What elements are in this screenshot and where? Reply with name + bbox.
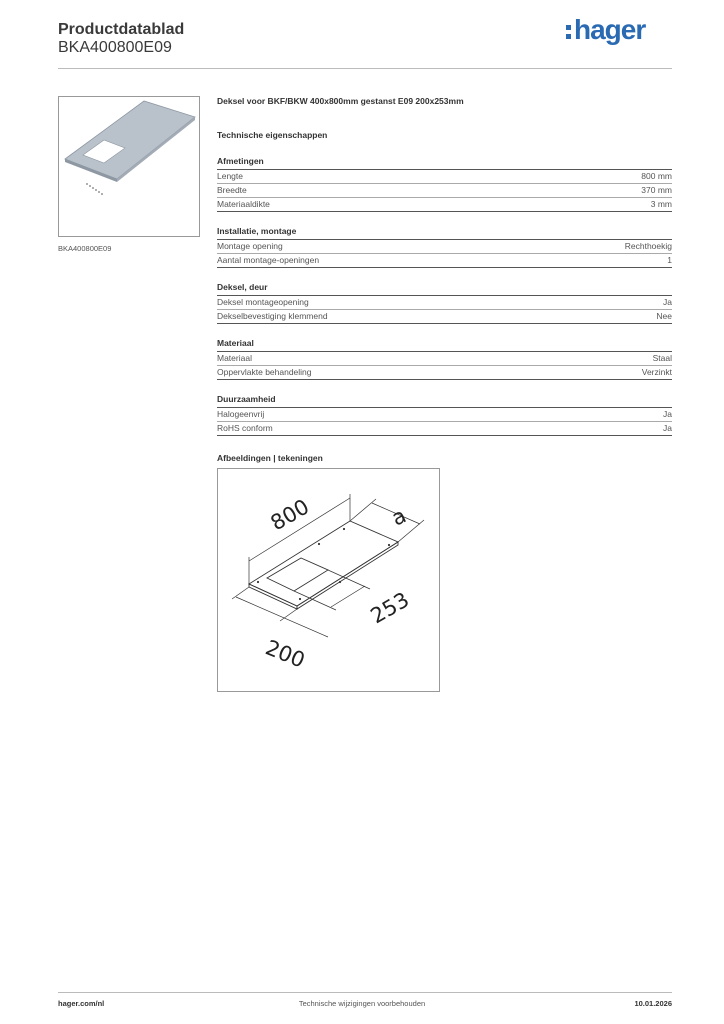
spec-value: Ja [663,423,672,433]
spec-group-title: Deksel, deur [217,282,672,296]
spec-group-title: Installatie, montage [217,226,672,240]
plate-outline [249,521,398,606]
spec-row [217,310,672,324]
dim-length-label: 800 [266,494,314,536]
technical-heading: Technische eigenschappen [217,130,328,140]
dim-cutout-width-label: 200 [262,635,309,673]
spec-group-title: Duurzaamheid [217,394,672,408]
spec-group-sustainability [217,394,672,436]
spec-group-material [217,338,672,380]
thumbnail-caption: BKA400800E09 [58,244,112,253]
product-description: Deksel voor BKF/BKW 400x800mm gestanst E09 200x253mm [217,96,464,106]
dim-cutout-depth-label: 253 [366,587,414,629]
cover-plate-image [59,97,199,236]
spec-label: Oppervlakte behandeling [217,367,312,377]
spec-label: RoHS conform [217,423,273,433]
spec-group-cover [217,282,672,324]
spec-row [217,296,672,310]
spec-row [217,352,672,366]
spec-label: Aantal montage-openingen [217,255,320,265]
dimension-drawing [217,468,440,692]
product-thumbnail [58,96,200,237]
spec-label: Deksel montageopening [217,297,309,307]
spec-label: Materiaaldikte [217,199,270,209]
spec-row [217,366,672,380]
spec-row [217,170,672,184]
spec-value: 370 mm [641,185,672,195]
logo-text: hager [574,14,646,45]
spec-label: Halogeenvrij [217,409,265,419]
header-divider [58,68,672,69]
spec-group-title: Materiaal [217,338,672,352]
spec-group-dimensions [217,156,672,212]
spec-value: Verzinkt [641,367,672,377]
specifications [217,96,672,463]
spec-row [217,240,672,254]
spec-value: Staal [652,353,672,363]
spec-value: Ja [663,297,672,307]
spec-row [217,408,672,422]
spec-label: Breedte [217,185,247,195]
spec-value: Nee [656,311,672,321]
spec-value: 3 mm [650,199,672,209]
spec-group-title: Afmetingen [217,156,672,170]
spec-label: Lengte [217,171,243,181]
footer-date: 10.01.2026 [634,999,672,1008]
images-heading: Afbeeldingen | tekeningen [217,453,323,463]
page-title: Productdatablad [58,21,185,38]
dim-width-label: a [387,503,410,531]
spec-value: Ja [663,409,672,419]
spec-row [217,422,672,436]
spec-label: Dekselbevestiging klemmend [217,311,328,321]
spec-group-installation [217,226,672,268]
footer-divider [58,992,672,993]
logo-dots-icon [566,21,572,41]
spec-row [217,198,672,212]
article-number: BKA400800E09 [58,39,172,56]
footer-url: hager.com/nl [58,999,105,1008]
footer-disclaimer: Technische wijzigingen voorbehouden [298,999,426,1008]
spec-value: 800 mm [641,171,672,181]
spec-value: 1 [667,255,672,265]
spec-row [217,254,672,268]
spec-label: Materiaal [217,353,252,363]
spec-label: Montage opening [217,241,283,251]
spec-value: Rechthoekig [624,241,672,251]
dimension-drawing-svg [218,469,439,691]
spec-row [217,184,672,198]
cutout-outline [267,558,328,591]
hager-logo [566,14,645,46]
